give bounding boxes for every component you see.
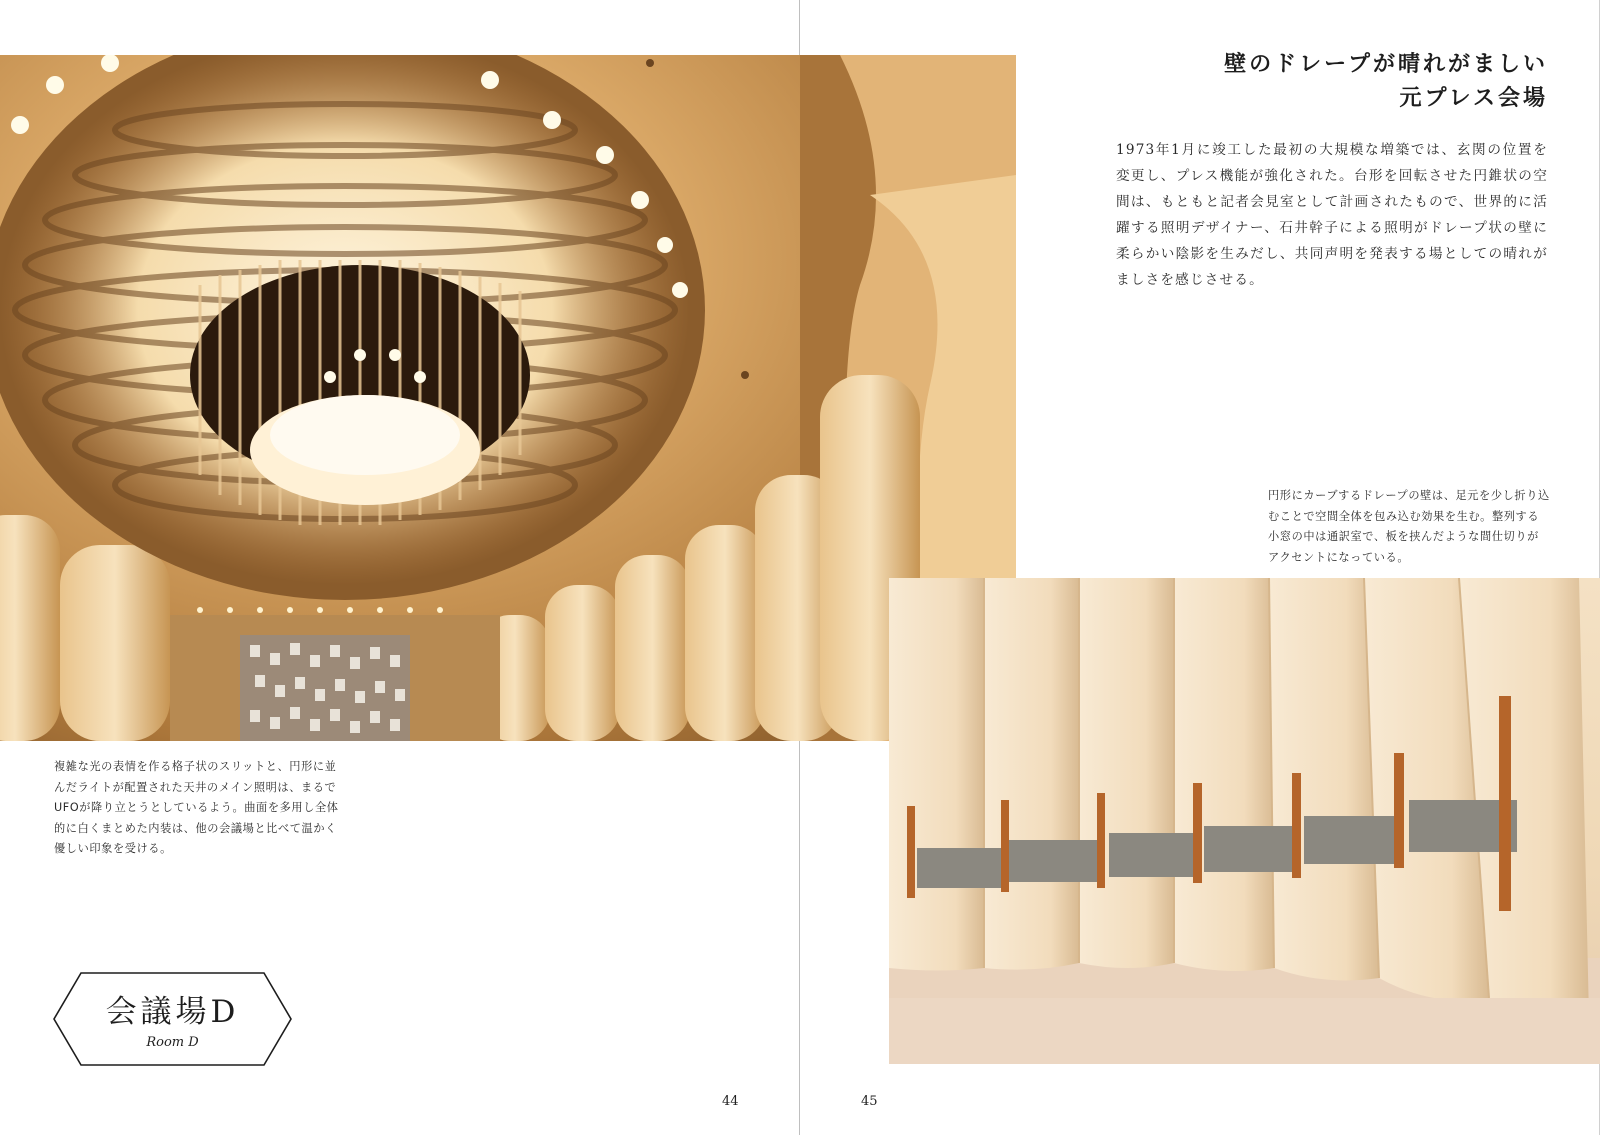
article-heading xyxy=(1224,48,1548,116)
heading-line-1: 壁のドレープが晴れがましい xyxy=(1224,52,1548,77)
drape-wall-photo xyxy=(889,578,1600,1064)
wall-photo-caption: 円形にカーブするドレープの壁は、足元を少し折り込むことで空間全体を包み込む効果を生む。整列する小窓の中は通訳室で、板を挟んだような間仕切りがアクセントになっている。 xyxy=(1268,489,1550,564)
ceiling-light-photo xyxy=(0,55,1016,741)
room-subtitle: Room D xyxy=(146,1035,199,1050)
room-badge xyxy=(53,972,292,1066)
article-body: 1973年1月に竣工した最初の大規模な増築では、玄関の位置を変更し、プレス機能が強化された。台形を回転させた円錐状の空間は、もともと記者会見室として計画されたもので、世界的に活躍する照明デザイナー、石井幹子による照明がドレープ状の壁に柔らかい陰影を生みだし、共同声明を発表する場としての晴れがましさを感じさせる。 xyxy=(1116,142,1548,288)
heading-line-2: 元プレス会場 xyxy=(1399,86,1548,111)
ceiling-photo-caption: 複雑な光の表情を作る格子状のスリットと、円形に並んだライトが配置された天井のメイン照明は、まるでUFOが降り立とうとしているよう。曲面を多用し全体的に白くまとめた内装は、他の会議場と比べて温かく優しい印象を受ける。 xyxy=(54,760,339,855)
page-number-right: 45 xyxy=(861,1094,878,1109)
page-number-left: 44 xyxy=(722,1094,739,1109)
room-title: 会議場D xyxy=(105,994,240,1030)
